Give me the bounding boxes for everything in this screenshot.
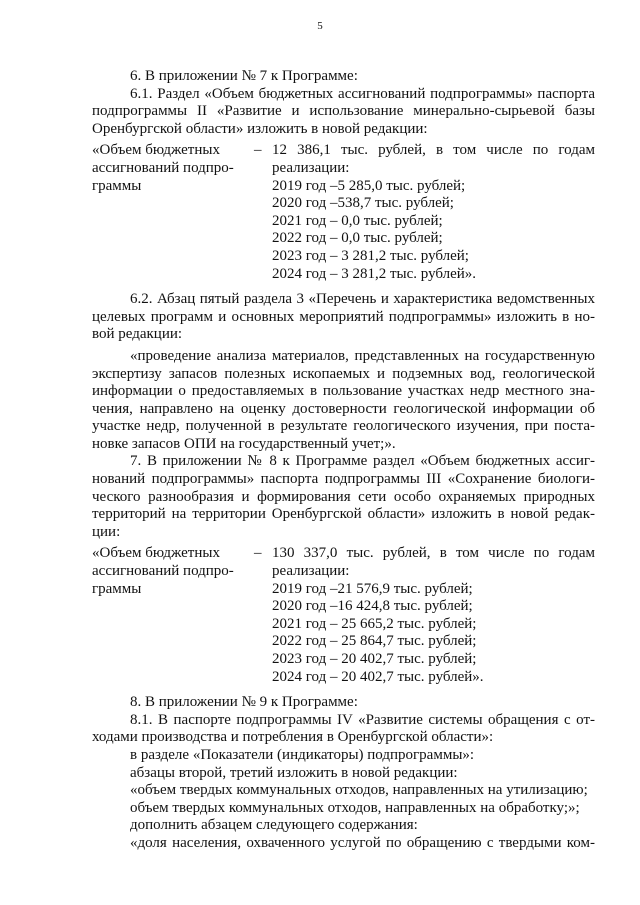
value-line: реализации:	[272, 159, 350, 176]
text-line: «проведение анализа материалов, представленных на государственную	[130, 347, 595, 364]
text-line: новке запасов ОПИ на государственный учет;».	[92, 435, 396, 452]
value-line: 2019 год –21 576,9 тыс. рублей;	[272, 580, 473, 597]
text-line: участке недр, полученной в результате геологического изучения, при поста-	[92, 418, 595, 435]
value-line: 2021 год – 25 665,2 тыс. рублей;	[272, 615, 477, 632]
value-line: 2024 год – 20 402,7 тыс. рублей».	[272, 668, 484, 685]
section-8-heading: 8. В приложении № 9 к Программе:	[130, 694, 358, 711]
text-line: абзацы второй, третий изложить в новой редакции:	[130, 764, 458, 781]
text-line: чения, направлено на оценку достоверности геологической информации об	[92, 400, 595, 417]
budget-dash: –	[254, 142, 262, 159]
text-line: «доля населения, охваченного услугой по обращению с твердыми ком-	[130, 834, 595, 851]
value-line: 2022 год – 25 864,7 тыс. рублей;	[272, 633, 477, 650]
text-line: 8.1. В паспорте подпрограммы IV «Развитие системы обращения с от-	[130, 711, 595, 728]
text-line: нований подпрограммы» паспорта подпрограммы III «Сохранение биологи-	[92, 471, 595, 488]
text-line: Оренбургской области» изложить в новой редакции:	[92, 120, 428, 137]
document-body	[92, 68, 595, 853]
value-line: 2020 год –16 424,8 тыс. рублей;	[272, 598, 473, 615]
budget-block-2	[92, 545, 595, 686]
value-line: 130 337,0 тыс. рублей, в том числе по годам	[272, 545, 595, 562]
label-line: ассигнований подпро-	[92, 159, 234, 176]
page-number: 5	[317, 20, 323, 32]
section-6-heading: 6. В приложении № 7 к Программе:	[130, 68, 358, 84]
budget-label	[92, 142, 248, 283]
label-line: ассигнований подпро-	[92, 563, 234, 580]
paragraph-6-2	[92, 291, 595, 344]
value-line: 2019 год –5 285,0 тыс. рублей;	[272, 177, 466, 194]
text-line: ходами производства и потребления в Оренбургской области»:	[92, 729, 494, 746]
budget-label	[92, 545, 248, 686]
text-line: территорий на территории Оренбургской области» изложить в новой редак-	[92, 506, 595, 523]
paragraph-8-1	[92, 712, 595, 747]
budget-dash: –	[254, 545, 262, 562]
budget-values	[272, 142, 595, 283]
budget-block-1	[92, 142, 595, 283]
value-line: 12 386,1 тыс. рублей, в том числе по годам	[272, 142, 595, 159]
quoted-paragraph	[92, 348, 595, 454]
paragraph-6-1	[92, 86, 595, 139]
text-line: информации о предоставляемых в пользование участках недр местного зна-	[92, 383, 595, 400]
value-line: 2021 год – 0,0 тыс. рублей;	[272, 212, 443, 229]
value-line: 2023 год – 3 281,2 тыс. рублей;	[272, 247, 469, 264]
label-line: граммы	[92, 177, 142, 194]
value-line: 2024 год – 3 281,2 тыс. рублей».	[272, 265, 477, 282]
text-line: «объем твердых коммунальных отходов, направленных на утилизацию;	[130, 782, 588, 799]
text-line: 7. В приложении № 8 к Программе раздел «Объем бюджетных ассиг-	[130, 453, 595, 470]
value-line: 2022 год – 0,0 тыс. рублей;	[272, 230, 443, 247]
label-line: граммы	[92, 580, 142, 597]
text-line: ции:	[92, 523, 121, 540]
text-line: ческого разнообразия и формирования сети особо охраняемых природных	[92, 488, 595, 505]
budget-values	[272, 545, 595, 686]
value-line: 2020 год –538,7 тыс. рублей;	[272, 195, 454, 212]
value-line: реализации:	[272, 563, 350, 580]
text-line: в разделе «Показатели (индикаторы) подпрограммы»:	[130, 746, 475, 763]
closing-paragraphs	[92, 747, 595, 853]
text-line: экспертизу запасов полезных ископаемых и подземных вод, геологической	[92, 365, 595, 382]
section-7	[92, 453, 595, 541]
text-line: вой редакции:	[92, 326, 183, 343]
text-line: объем твердых коммунальных отходов, направленных на обработку;»;	[130, 799, 580, 816]
label-line: «Объем бюджетных	[92, 545, 220, 562]
text-line: 6.2. Абзац пятый раздела 3 «Перечень и характеристика ведомственных	[130, 291, 595, 308]
text-line: дополнить абзацем следующего содержания:	[130, 817, 418, 834]
value-line: 2023 год – 20 402,7 тыс. рублей;	[272, 651, 477, 667]
text-line: целевых программ и основных мероприятий подпрограммы» изложить в но-	[92, 308, 595, 325]
text-line: 6.1. Раздел «Объем бюджетных ассигнований подпрограммы» паспорта	[130, 85, 595, 102]
label-line: «Объем бюджетных	[92, 142, 220, 159]
text-line: подпрограммы II «Развитие и использование минерально-сырьевой базы	[92, 103, 595, 120]
